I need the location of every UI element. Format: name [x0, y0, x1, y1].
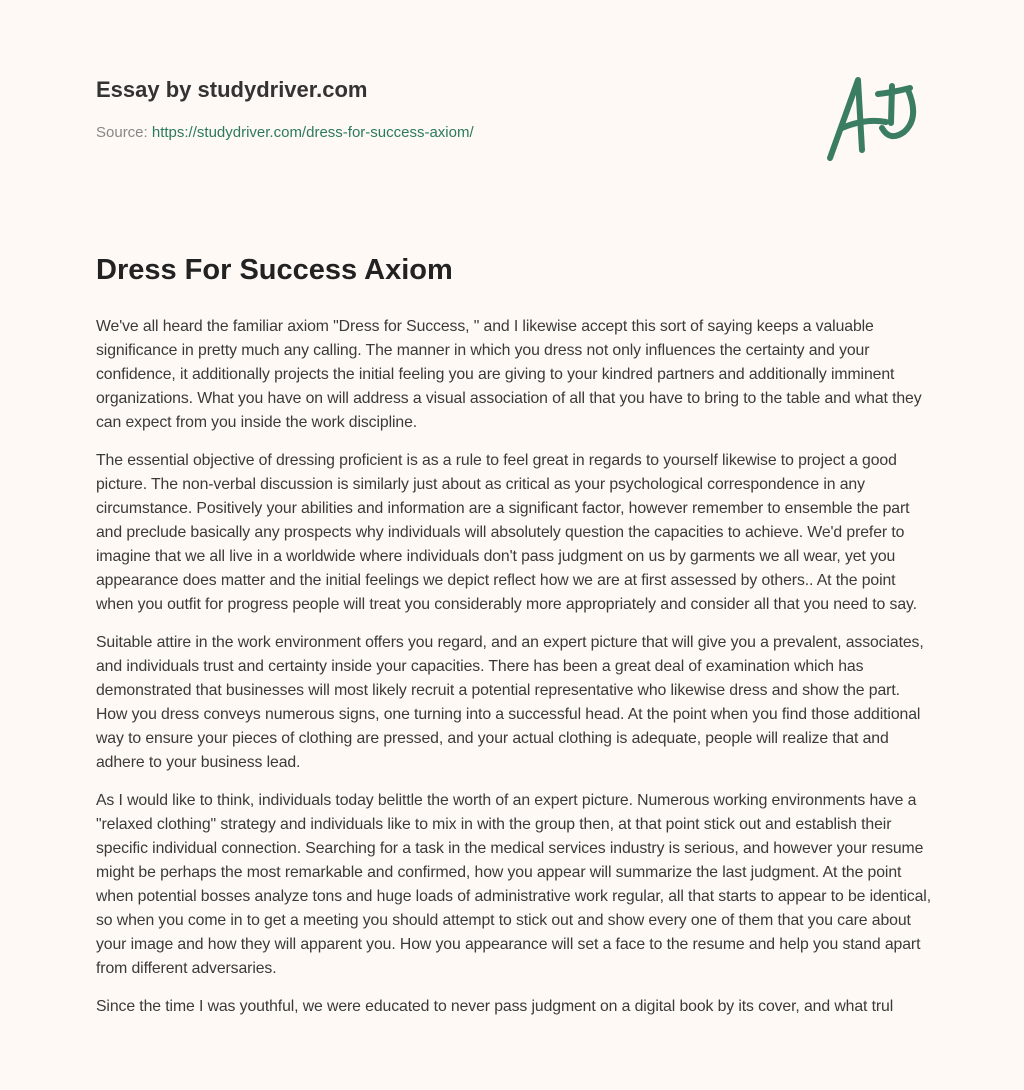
paragraph: The essential objective of dressing proficient is as a rule to feel great in regards to yourself likewise to project a good picture. The non-verbal discussion is similarly just about as critical as your psychological correspondence in any circumstance. Positively your abilities and information are a significant factor, however remember to ensemble the part and preclude basically any prospects why individuals will absolutely question the capacities to achieve. We'd prefer to imagine that we all live in a worldwide where individuals don't pass judgment on us by garments we all wear, yet you appearance does matter and the initial feelings we depict reflect how we are at first assessed by others.. At the point when you outfit for progress people will treat you considerably more appropriately and consider all that you need to say. — [96, 452, 917, 613]
paragraph: As I would like to think, individuals today belittle the worth of an expert picture. Numerous working environments have a "relaxed clothing" strategy and individuals like to mix in with the group then, at that point stick out and establish their specific individual connection. Searching for a task in the medical services industry is serious, and however your resume might be perhaps the most remarkable and confirmed, how you appear will summarize the last judgment. At the point when potential bosses analyze tons and huge loads of administrative work regular, all that starts to appear to be identical, so when you come in to get a meeting you should attempt to stick out and show every one of them that you care about your image and how they will apparent you. How you appearance will set a face to the resume and help you stand apart from different adversaries. — [96, 792, 931, 977]
source-link[interactable]: https://studydriver.com/dress-for-success-axiom/ — [151, 124, 474, 141]
source-line — [96, 124, 474, 141]
article-body — [96, 315, 932, 1033]
a-plus-logo-icon — [820, 68, 930, 168]
article-title: Dress For Success Axiom — [96, 254, 453, 286]
source-label: Source: — [96, 124, 148, 141]
paragraph: We've all heard the familiar axiom "Dress for Success, " and I likewise accept this sort of saying keeps a valuable significance in pretty much any calling. The manner in which you dress not only influences the certainty and your confidence, it additionally projects the initial feeling you are giving to your kindred partners and additionally imminent organizations. What you have on will address a visual association of all that you have to bring to the table and what they can expect from you inside the work discipline. — [96, 318, 922, 431]
site-title: Essay by studydriver.com — [96, 77, 368, 102]
paragraph: Suitable attire in the work environment offers you regard, and an expert picture that will give you a prevalent, associates, and individuals trust and certainty inside your capacities. There has been a great deal of examination which has demonstrated that businesses will most likely recruit a potential representative who likewise dress and show the part. How you dress conveys numerous signs, one turning into a successful head. At the point when you find those additional way to ensure your pieces of clothing are pressed, and your actual clothing is adequate, people will realize that and adhere to your business lead. — [96, 634, 924, 771]
paragraph: Since the time I was youthful, we were educated to never pass judgment on a digital book by its cover, and what trul — [96, 998, 894, 1015]
